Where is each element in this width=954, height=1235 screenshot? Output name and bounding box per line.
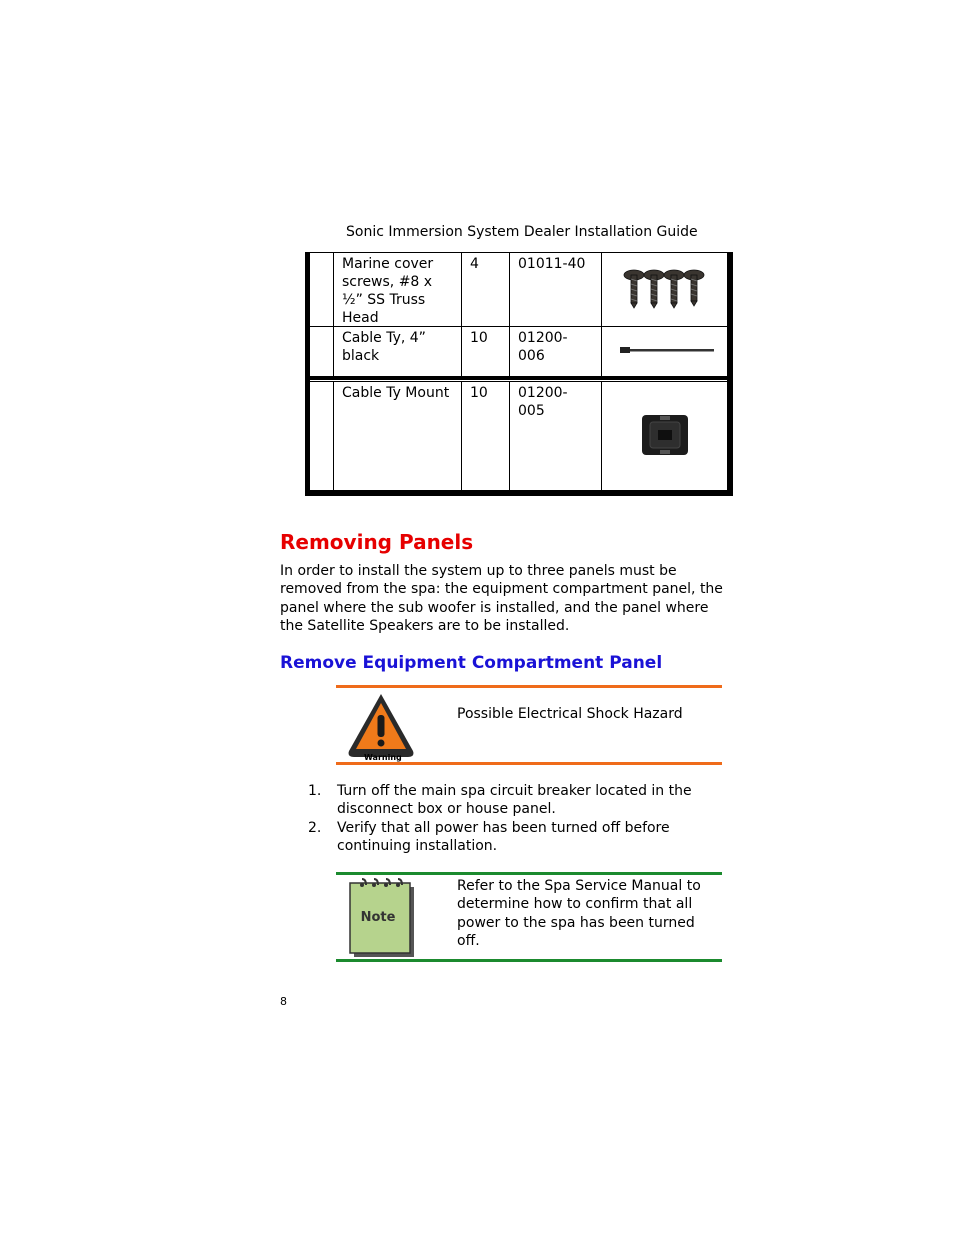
table-row xyxy=(310,381,727,490)
table-divider xyxy=(310,376,727,380)
cable-tie-mount-image xyxy=(640,412,690,458)
list-item xyxy=(308,782,728,819)
list-item xyxy=(308,819,728,856)
subsection-title: Remove Equipment Compartment Panel xyxy=(280,653,663,673)
parts-table xyxy=(305,252,733,496)
note-label: Note xyxy=(360,910,396,925)
step-number: 1. xyxy=(308,783,322,799)
part-number: 01200-005 xyxy=(510,382,602,490)
page-number: 8 xyxy=(280,995,287,1008)
warning-text: Possible Electrical Shock Hazard xyxy=(457,706,683,722)
table-row xyxy=(310,327,727,376)
warning-icon-caption: Warning xyxy=(364,753,402,762)
steps-list xyxy=(308,782,728,855)
section-title: Removing Panels xyxy=(280,530,474,554)
step-text: Turn off the main spa circuit breaker located in the disconnect box or house panel. xyxy=(337,783,692,818)
notepad-icon xyxy=(346,877,416,959)
part-number: 01200-006 xyxy=(510,327,602,376)
part-qty: 10 xyxy=(462,327,510,376)
part-qty: 10 xyxy=(462,382,510,490)
note-callout xyxy=(336,872,722,962)
warning-callout xyxy=(336,685,722,765)
part-description: Cable Ty Mount xyxy=(334,382,462,490)
step-text: Verify that all power has been turned off before continuing installation. xyxy=(337,819,670,854)
screws-image xyxy=(620,267,710,309)
table-row xyxy=(310,253,727,327)
step-number: 2. xyxy=(308,819,322,836)
part-qty: 4 xyxy=(462,253,510,326)
part-description: Marine cover screws, #8 x ½” SS Truss Head xyxy=(334,253,462,326)
note-text: Refer to the Spa Service Manual to determine how to confirm that all power to the spa has been turned off. xyxy=(457,878,701,949)
part-number: 01011-40 xyxy=(510,253,602,326)
cable-tie-image xyxy=(620,345,716,355)
part-description: Cable Ty, 4” black xyxy=(334,327,462,376)
intro-paragraph: In order to install the system up to three panels must be removed from the spa: the equipment compartment panel, the panel where the sub woofer is installed, and the panel where the Satellite Speakers are to be installed. xyxy=(280,563,723,634)
running-header: Sonic Immersion System Dealer Installation Guide xyxy=(346,224,698,240)
